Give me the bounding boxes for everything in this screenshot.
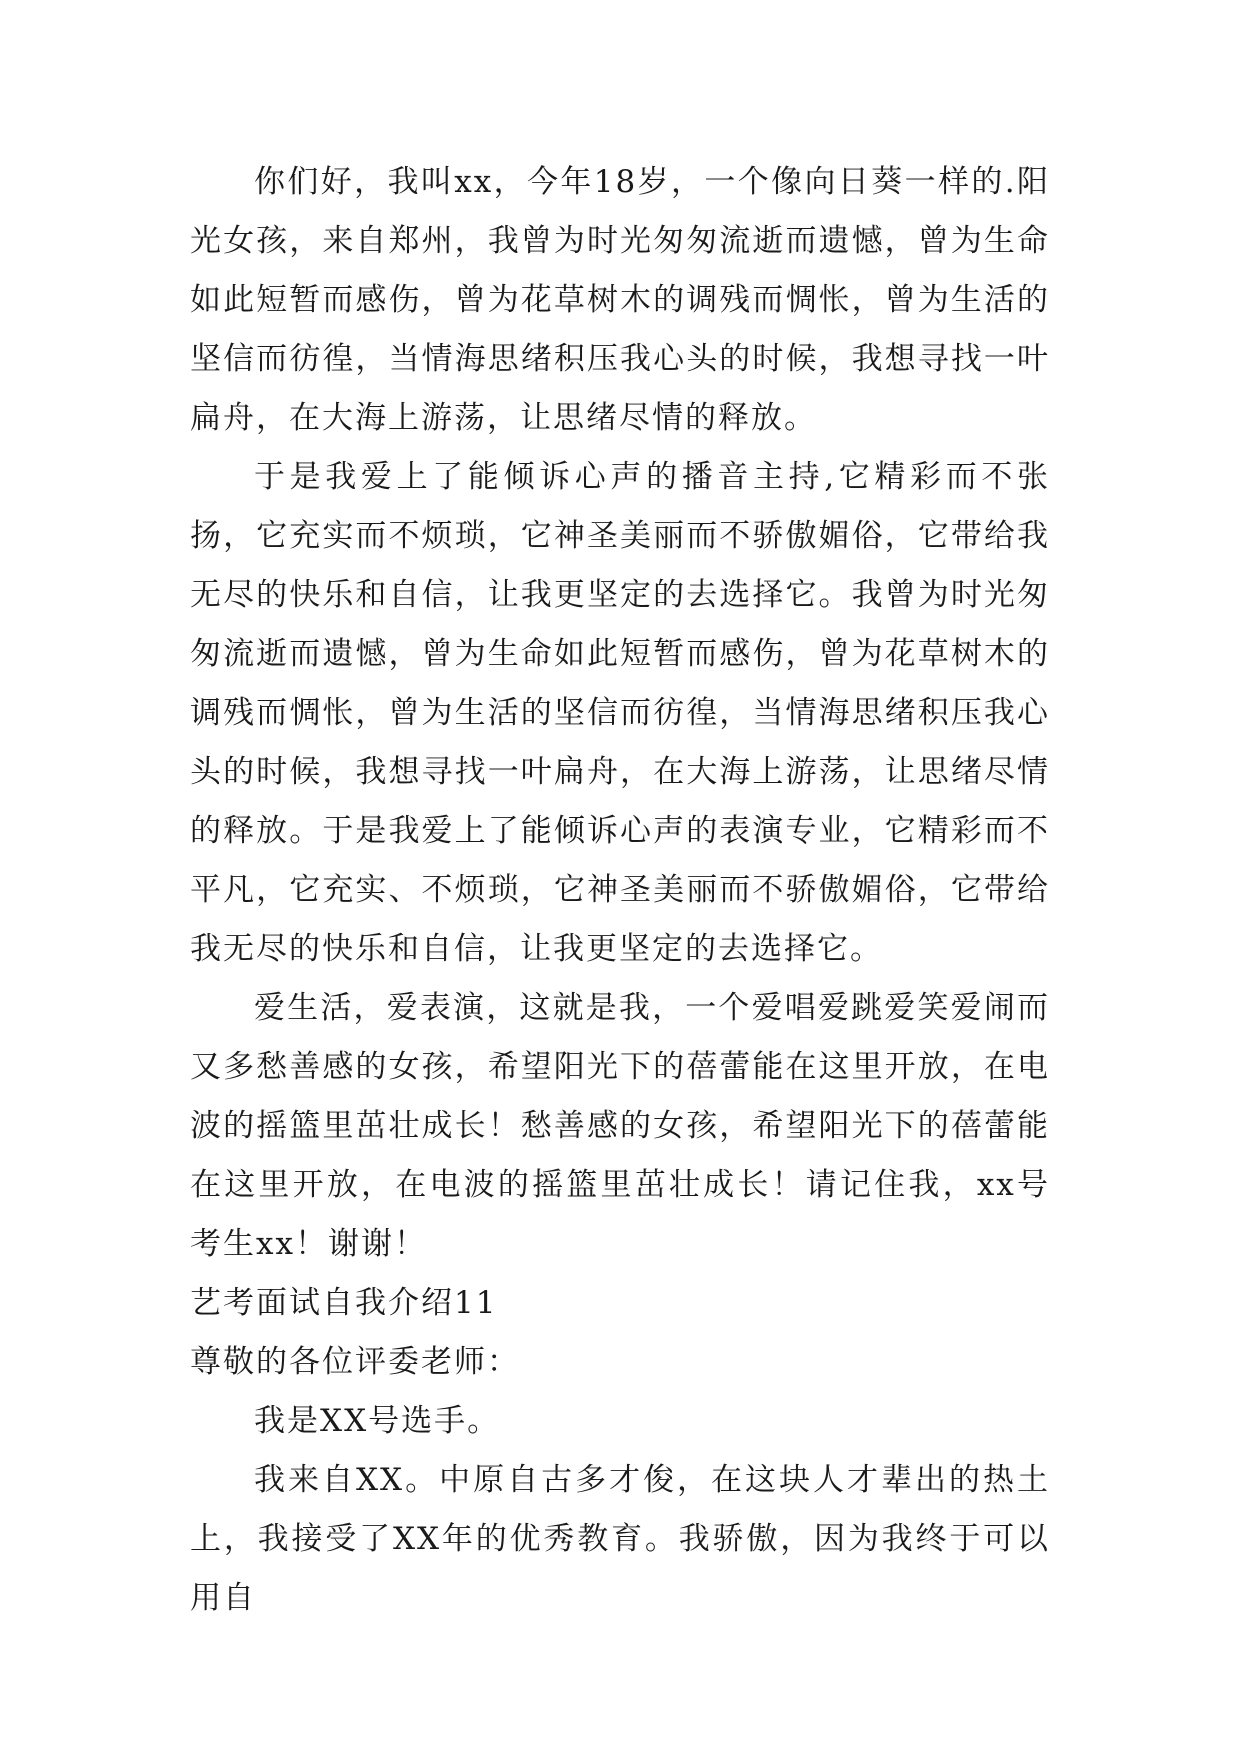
salutation: 尊敬的各位评委老师： xyxy=(190,1344,520,1380)
document-body xyxy=(190,153,1050,1628)
section-title: 艺考面试自我介绍11 xyxy=(190,1285,498,1321)
paragraph-closing: 爱生活，爱表演，这就是我，一个爱唱爱跳爱笑爱闹而又多愁善感的女孩，希望阳光下的蓓蕾能在这里开放，在电波的摇篮里茁壮成长！愁善感的女孩，希望阳光下的蓓蕾能在这里开放，在电波的摇篮里茁壮成长！请记住我，xx号考生xx！谢谢！ xyxy=(190,990,1050,1262)
paragraph-origin: 我来自XX。中原自古多才俊，在这块人才辈出的热土上，我接受了XX年的优秀教育。我骄傲，因为我终于可以用自 xyxy=(190,1462,1050,1616)
intro-line: 我是XX号选手。 xyxy=(254,1403,501,1439)
paragraph-intro: 你们好，我叫xx，今年18岁，一个像向日葵一样的.阳光女孩，来自郑州，我曾为时光匆匆流逝而遗憾，曾为生命如此短暂而感伤，曾为花草树木的调残而惆怅，曾为生活的坚信而彷徨，当情海思绪积压我心头的时候，我想寻找一叶扁舟，在大海上游荡，让思绪尽情的释放。 xyxy=(190,164,1050,436)
paragraph-broadcasting: 于是我爱上了能倾诉心声的播音主持,它精彩而不张扬，它充实而不烦琐，它神圣美丽而不骄傲媚俗，它带给我无尽的快乐和自信，让我更坚定的去选择它。我曾为时光匆匆流逝而遗憾，曾为生命如此短暂而感伤，曾为花草树木的调残而惆怅，曾为生活的坚信而彷徨，当情海思绪积压我心头的时候，我想寻找一叶扁舟，在大海上游荡，让思绪尽情的释放。于是我爱上了能倾诉心声的表演专业，它精彩而不平凡，它充实、不烦琐，它神圣美丽而不骄傲媚俗，它带给我无尽的快乐和自信，让我更坚定的去选择它。 xyxy=(190,459,1050,967)
